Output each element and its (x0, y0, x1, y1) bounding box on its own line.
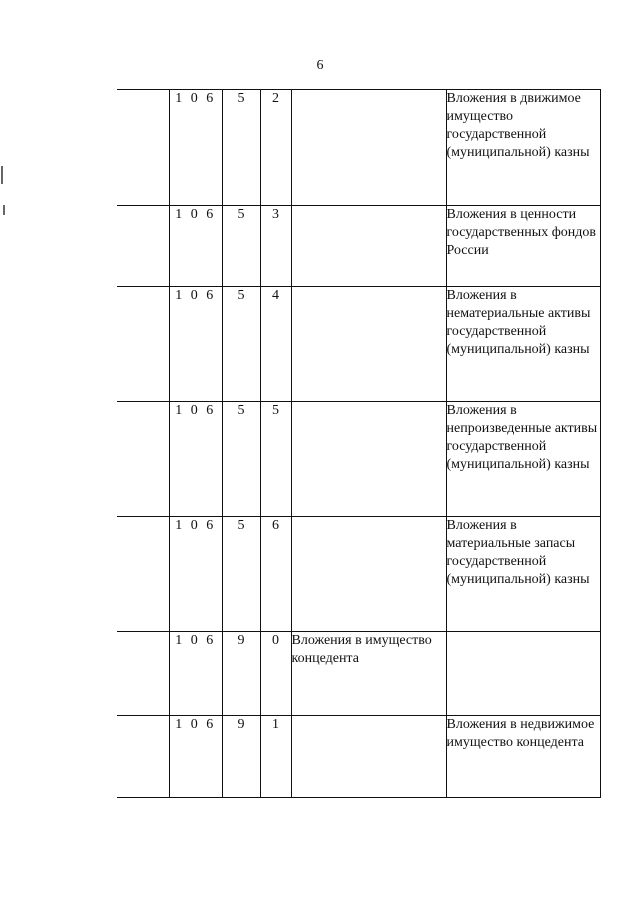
scan-mark (1, 166, 3, 184)
group-name (291, 716, 446, 798)
group-code: 5 (222, 90, 260, 206)
scan-mark (3, 205, 5, 215)
table-row (117, 517, 600, 632)
table-row (117, 632, 600, 716)
kind-code: 1 (260, 716, 291, 798)
kind-name: Вложения в движимое имущество государственной (муниципальной) казны (446, 90, 600, 206)
account-code: 1 0 6 (169, 287, 222, 402)
account-code: 1 0 6 (169, 206, 222, 287)
margin-cell (117, 517, 169, 632)
kind-code: 2 (260, 90, 291, 206)
account-code: 1 0 6 (169, 90, 222, 206)
page-number: 6 (316, 58, 324, 73)
account-code: 1 0 6 (169, 517, 222, 632)
group-name (291, 206, 446, 287)
table-row (117, 716, 600, 798)
margin-cell (117, 287, 169, 402)
account-code: 1 0 6 (169, 402, 222, 517)
kind-name: Вложения в материальные запасы государственной (муниципальной) казны (446, 517, 600, 632)
kind-code: 4 (260, 287, 291, 402)
kind-name: Вложения в ценности государственных фондов России (446, 206, 600, 287)
group-name (291, 517, 446, 632)
group-name: Вложения в имущество концедента (291, 632, 446, 716)
group-code: 9 (222, 632, 260, 716)
table-row (117, 90, 600, 206)
kind-name: Вложения в недвижимое имущество концедента (446, 716, 600, 798)
classification-table (117, 89, 601, 798)
kind-name (446, 632, 600, 716)
table-row (117, 402, 600, 517)
table-row (117, 287, 600, 402)
margin-cell (117, 90, 169, 206)
group-code: 5 (222, 287, 260, 402)
account-code: 1 0 6 (169, 716, 222, 798)
table-row (117, 206, 600, 287)
group-code: 9 (222, 716, 260, 798)
group-name (291, 402, 446, 517)
kind-code: 0 (260, 632, 291, 716)
group-code: 5 (222, 402, 260, 517)
kind-code: 3 (260, 206, 291, 287)
margin-cell (117, 716, 169, 798)
kind-code: 5 (260, 402, 291, 517)
margin-cell (117, 206, 169, 287)
account-code: 1 0 6 (169, 632, 222, 716)
group-name (291, 90, 446, 206)
group-name (291, 287, 446, 402)
kind-name: Вложения в нематериальные активы государственной (муниципальной) казны (446, 287, 600, 402)
group-code: 5 (222, 517, 260, 632)
margin-cell (117, 402, 169, 517)
kind-name: Вложения в непроизведенные активы государственной (муниципальной) казны (446, 402, 600, 517)
kind-code: 6 (260, 517, 291, 632)
margin-cell (117, 632, 169, 716)
group-code: 5 (222, 206, 260, 287)
